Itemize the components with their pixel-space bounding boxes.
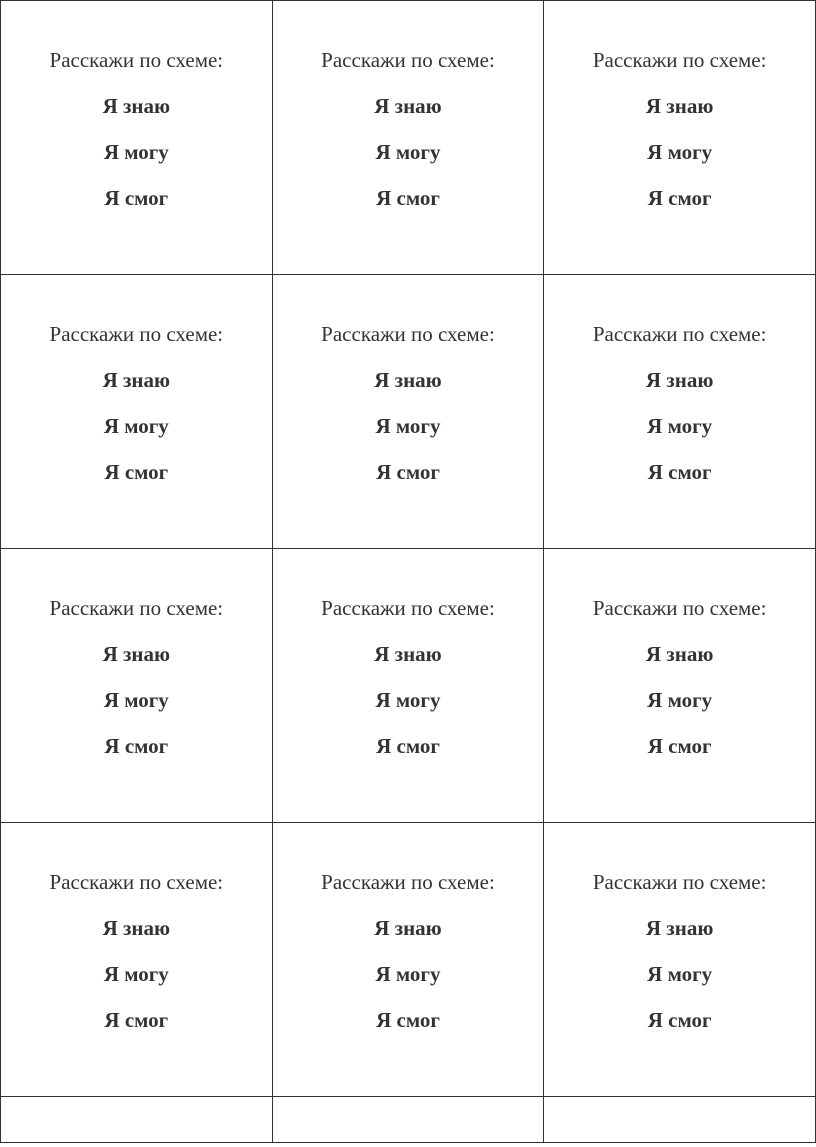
- card-line-know: Я знаю: [374, 916, 442, 940]
- card-line-know: Я знаю: [645, 94, 714, 118]
- card-cell: [544, 549, 816, 823]
- card-row: [1, 823, 816, 1097]
- card: [544, 549, 815, 761]
- card-cell: [544, 275, 816, 549]
- card-line-could: Я смог: [104, 1008, 169, 1032]
- card-cell: [1, 275, 273, 549]
- card-cell: [1, 1, 273, 275]
- card-cell: [1, 823, 273, 1097]
- card-line-can: Я могу: [647, 962, 713, 986]
- card-line-know: Я знаю: [102, 916, 171, 940]
- card-cell: [272, 275, 544, 549]
- card-line-know: Я знаю: [645, 916, 714, 940]
- card-line-know: Я знаю: [102, 642, 171, 666]
- card-line-could: Я смог: [647, 734, 712, 758]
- card-line-could: Я смог: [376, 1008, 440, 1032]
- card: [544, 1, 815, 213]
- card-prompt: Расскажи по схеме:: [592, 596, 767, 620]
- card: [1, 1, 272, 213]
- card-line-could: Я смог: [647, 1008, 712, 1032]
- card-prompt: Расскажи по схеме:: [321, 870, 495, 894]
- card-line-could: Я смог: [647, 186, 712, 210]
- card-line-could: Я смог: [376, 186, 440, 210]
- card-line-could: Я смог: [104, 734, 169, 758]
- card-prompt: Расскажи по схеме:: [49, 48, 224, 72]
- card-prompt: Расскажи по схеме:: [592, 870, 767, 894]
- card-cell: [544, 823, 816, 1097]
- card-prompt: Расскажи по схеме:: [49, 870, 224, 894]
- card-line-can: Я могу: [647, 140, 713, 164]
- card: [273, 823, 544, 1035]
- card-line-know: Я знаю: [645, 642, 714, 666]
- card-row: [1, 1, 816, 275]
- empty-cell: [1, 1097, 273, 1143]
- card-prompt: Расскажи по схеме:: [321, 48, 495, 72]
- card-line-could: Я смог: [104, 186, 169, 210]
- card: [273, 275, 544, 487]
- empty-cell: [544, 1097, 816, 1143]
- card-row: [1, 549, 816, 823]
- card-line-can: Я могу: [375, 962, 441, 986]
- card-cell: [272, 549, 544, 823]
- card-prompt: Расскажи по схеме:: [592, 48, 767, 72]
- card-line-can: Я могу: [375, 688, 441, 712]
- empty-cell: [272, 1097, 544, 1143]
- card-line-can: Я могу: [103, 414, 169, 438]
- card-line-can: Я могу: [103, 140, 169, 164]
- card-prompt: Расскажи по схеме:: [49, 596, 224, 620]
- card: [1, 275, 272, 487]
- card: [273, 1, 544, 213]
- card-line-know: Я знаю: [374, 368, 442, 392]
- card-prompt: Расскажи по схеме:: [49, 322, 224, 346]
- card-line-know: Я знаю: [374, 642, 442, 666]
- card: [544, 275, 815, 487]
- card-line-know: Я знаю: [645, 368, 714, 392]
- card-line-know: Я знаю: [102, 94, 171, 118]
- card-line-can: Я могу: [375, 414, 441, 438]
- card-prompt: Расскажи по схеме:: [321, 596, 495, 620]
- card: [1, 549, 272, 761]
- card-cell: [544, 1, 816, 275]
- card-line-know: Я знаю: [374, 94, 442, 118]
- card-line-can: Я могу: [647, 688, 713, 712]
- card-line-can: Я могу: [647, 414, 713, 438]
- card-line-could: Я смог: [376, 460, 440, 484]
- card-row: [1, 275, 816, 549]
- empty-row: [1, 1097, 816, 1143]
- card-line-can: Я могу: [103, 688, 169, 712]
- card-cell: [272, 1, 544, 275]
- card-line-could: Я смог: [104, 460, 169, 484]
- card-line-can: Я могу: [375, 140, 441, 164]
- card-prompt: Расскажи по схеме:: [592, 322, 767, 346]
- card: [544, 823, 815, 1035]
- card: [1, 823, 272, 1035]
- card-line-could: Я смог: [647, 460, 712, 484]
- card-prompt: Расскажи по схеме:: [321, 322, 495, 346]
- card-line-can: Я могу: [103, 962, 169, 986]
- card-cell: [1, 549, 273, 823]
- card-cell: [272, 823, 544, 1097]
- card: [273, 549, 544, 761]
- card-line-could: Я смог: [376, 734, 440, 758]
- card-line-know: Я знаю: [102, 368, 171, 392]
